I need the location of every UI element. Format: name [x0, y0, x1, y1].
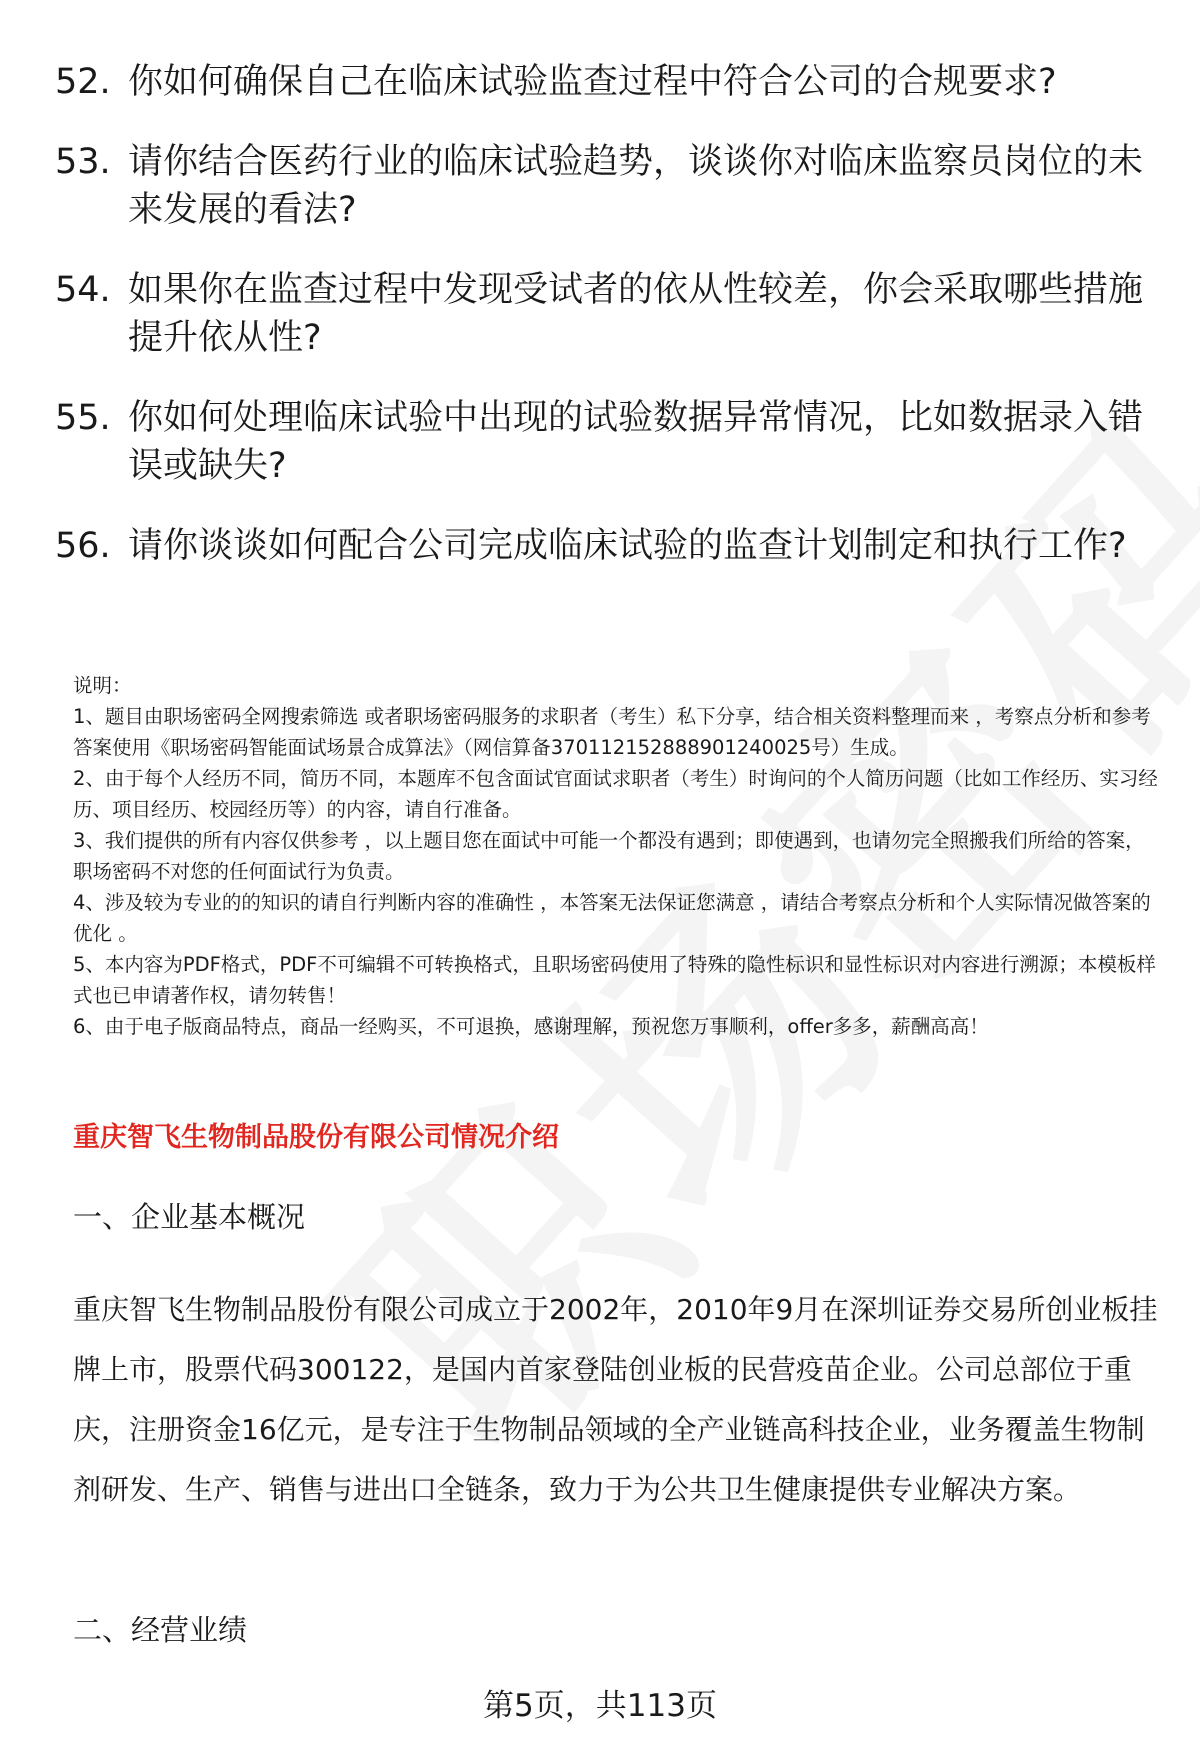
question-number: 55.: [55, 398, 111, 438]
question-text: 如果你在监查过程中发现受试者的依从性较差，你会采取哪些措施提升依从性?: [128, 270, 1144, 358]
note-item: 3、我们提供的所有内容仅供参考 ，以上题目您在面试中可能一个都没有遇到；即使遇到，也请勿完全照搬我们所给的答案，职场密码不对您的任何面试行为负责。: [73, 829, 1145, 883]
question-item: [55, 58, 1145, 106]
question-item: [55, 138, 1145, 234]
note-item: 4、涉及较为专业的的知识的请自行判断内容的准确性 ，本答案无法保证您满意 ，请结合考察点分析和个人实际情况做答案的优化 。: [73, 891, 1151, 945]
question-list: [55, 58, 1145, 602]
notes-section: [73, 670, 1158, 1042]
section-heading-overview: 一、企业基本概况: [73, 1200, 306, 1234]
note-item: 1、题目由职场密码全网搜索筛选 或者职场密码服务的求职者（考生）私下分享，结合相关资料整理而来 ，考察点分析和参考答案使用《职场密码智能面试场景合成算法》（网信算备370112152888901240025号）生成。: [73, 705, 1151, 759]
page-number: 第5页，共113页: [483, 1688, 717, 1724]
note-item: 6、由于电子版商品特点，商品一经购买，不可退换，感谢理解，预祝您万事顺利，offer多多，薪酬高高！: [73, 1015, 989, 1038]
question-number: 52.: [55, 62, 111, 102]
question-text: 你如何处理临床试验中出现的试验数据异常情况，比如数据录入错误或缺失?: [128, 398, 1144, 486]
note-item: 2、由于每个人经历不同，简历不同，本题库不包含面试官面试求职者（考生）时询问的个人简历问题（比如工作经历、实习经历、项目经历、校园经历等）的内容，请自行准备。: [73, 767, 1158, 821]
question-number: 53.: [55, 142, 111, 182]
question-text: 你如何确保自己在临床试验监查过程中符合公司的合规要求?: [128, 62, 1057, 102]
notes-heading: 说明：: [73, 674, 132, 697]
question-number: 56.: [55, 526, 111, 566]
question-item: [55, 394, 1145, 490]
question-text: 请你谈谈如何配合公司完成临床试验的监查计划制定和执行工作?: [128, 526, 1127, 566]
overview-paragraph: 重庆智飞生物制品股份有限公司成立于2002年，2010年9月在深圳证券交易所创业板挂牌上市，股票代码300122，是国内首家登陆创业板的民营疫苗企业。公司总部位于重庆，注册资金16亿元，是专注于生物制品领域的全产业链高科技企业，业务覆盖生物制剂研发、生产、销售与进出口全链条，致力于为公共卫生健康提供专业解决方案。: [73, 1293, 1158, 1506]
question-item: [55, 522, 1145, 570]
note-item: 5、本内容为PDF格式，PDF不可编辑不可转换格式，且职场密码使用了特殊的隐性标识和显性标识对内容进行溯源；本模板样式也已申请著作权，请勿转售！: [73, 953, 1156, 1007]
question-item: [55, 266, 1145, 362]
question-number: 54.: [55, 270, 111, 310]
section-heading-performance: 二、经营业绩: [73, 1613, 248, 1647]
question-text: 请你结合医药行业的临床试验趋势，谈谈你对临床监察员岗位的未来发展的看法?: [128, 142, 1144, 230]
company-title: 重庆智飞生物制品股份有限公司情况介绍: [73, 1122, 559, 1153]
